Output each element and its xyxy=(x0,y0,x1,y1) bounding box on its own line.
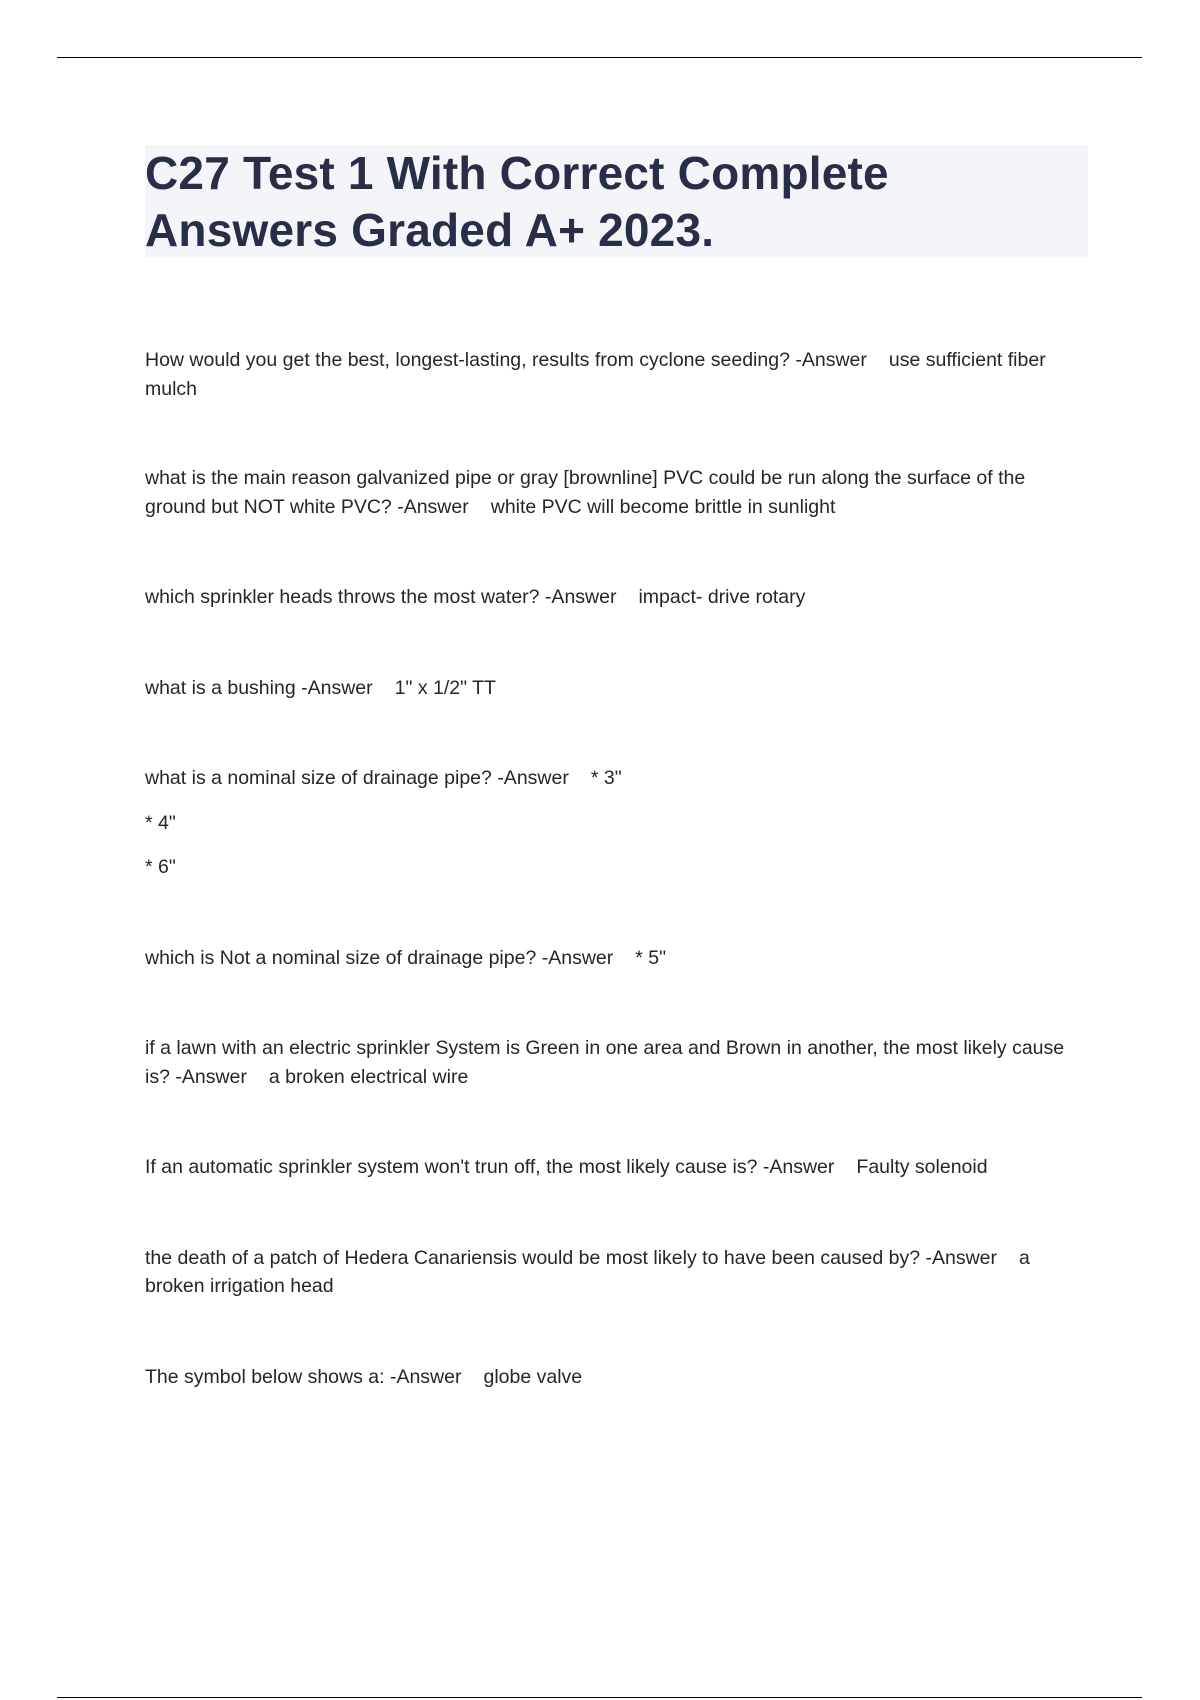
question-text: which is Not a nominal size of drainage pipe? xyxy=(145,946,537,969)
question-text: the death of a patch of Hedera Canariensis would be most likely to have been caused by? xyxy=(145,1246,921,1269)
answer-text: globe valve xyxy=(483,1365,583,1388)
answer-marker: -Answer xyxy=(762,1156,835,1178)
answer-marker: -Answer xyxy=(544,586,617,608)
answer-marker: -Answer xyxy=(301,676,373,699)
answer-line: * 6" xyxy=(145,856,176,878)
answer-text: 1" x 1/2" TT xyxy=(394,676,496,699)
answer-text: impact- drive rotary xyxy=(638,586,806,608)
answer-text: * 3" xyxy=(590,767,622,789)
answer-text: use sufficient fiber mulch xyxy=(145,349,1046,400)
top-rule xyxy=(57,57,1142,58)
qa-list xyxy=(145,346,1090,1391)
question-text: what is a nominal size of drainage pipe? xyxy=(145,767,492,789)
answer-text: a broken electrical wire xyxy=(268,1065,469,1088)
qa-item xyxy=(145,1034,1090,1091)
answer-marker: -Answer xyxy=(925,1246,998,1269)
qa-item xyxy=(145,583,1090,612)
qa-item xyxy=(145,764,1090,882)
qa-item xyxy=(145,1244,1090,1301)
answer-text: a broken irrigation head xyxy=(145,1246,1030,1297)
answer-marker: -Answer xyxy=(541,946,614,969)
question-text: How would you get the best, longest-lasting, results from cyclone seeding? xyxy=(145,349,790,371)
qa-item xyxy=(145,1153,1090,1182)
qa-item xyxy=(145,1363,1090,1392)
answer-text: white PVC will become brittle in sunlight xyxy=(490,495,836,518)
question-text: which sprinkler heads throws the most water? xyxy=(145,586,540,608)
answer-text: * 5" xyxy=(635,946,667,969)
title-banner xyxy=(145,145,1088,257)
answer-marker: -Answer xyxy=(497,767,569,789)
qa-item xyxy=(145,944,1090,973)
qa-item xyxy=(145,464,1090,521)
document-title: C27 Test 1 With Correct Complete Answers Graded A+ 2023. xyxy=(145,147,889,256)
qa-item xyxy=(145,346,1090,403)
answer-marker: -Answer xyxy=(795,349,867,371)
question-text: if a lawn with an electric sprinkler System is Green in one area and Brown in another, the most likely cause is? xyxy=(145,1037,1065,1088)
answer-marker: -Answer xyxy=(175,1065,247,1088)
answer-line: * 4" xyxy=(145,811,176,834)
bottom-rule xyxy=(57,1697,1142,1698)
answer-text: Faulty solenoid xyxy=(856,1156,988,1178)
answer-marker: -Answer xyxy=(389,1365,462,1388)
question-text: The symbol below shows a: xyxy=(145,1365,385,1388)
qa-item xyxy=(145,674,1090,703)
question-text: what is a bushing xyxy=(145,676,296,699)
answer-marker: -Answer xyxy=(397,495,469,518)
question-text: If an automatic sprinkler system won't trun off, the most likely cause is? xyxy=(145,1156,758,1178)
question-text: what is the main reason galvanized pipe or gray [brownline] PVC could be run along the surface of the ground but NOT white PVC? xyxy=(145,467,1026,518)
